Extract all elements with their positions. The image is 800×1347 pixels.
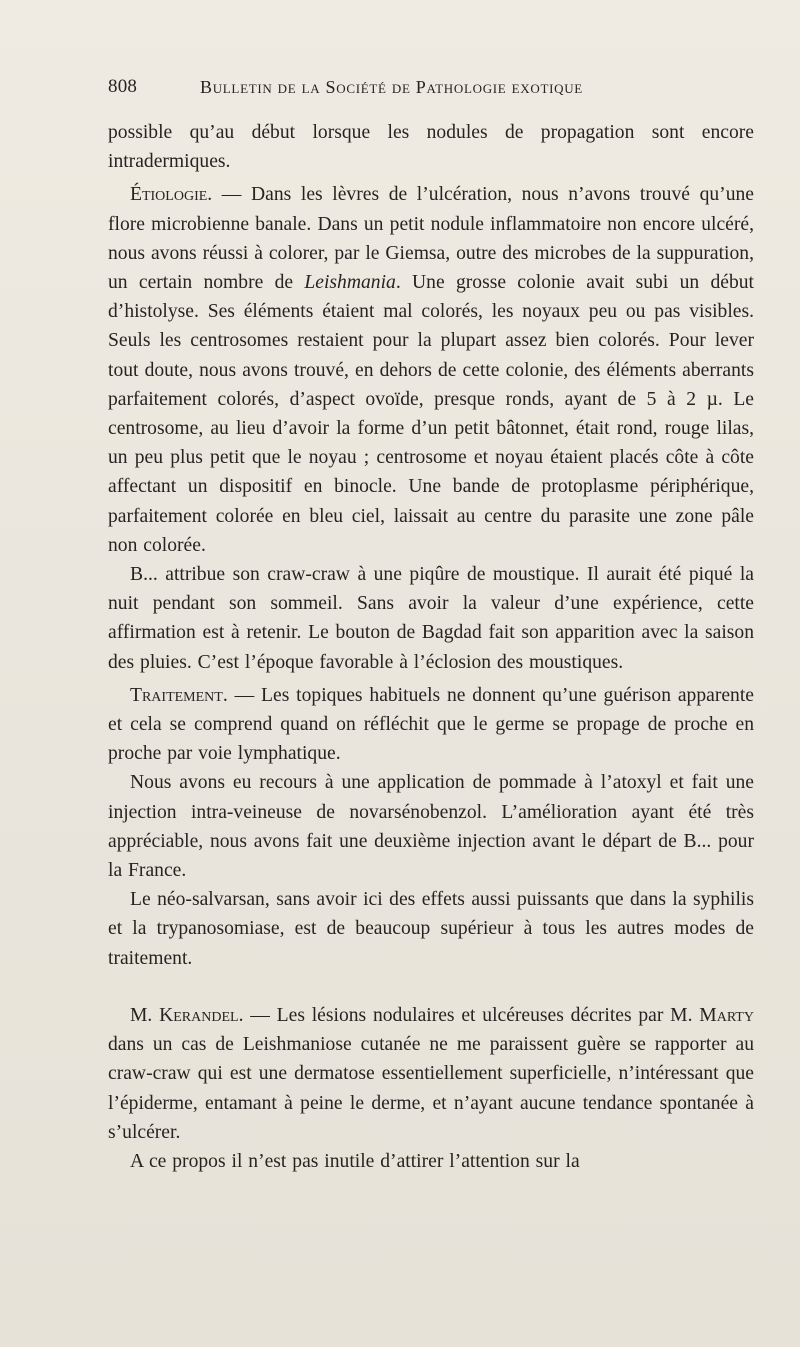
author-name-marty: Marty — [699, 1004, 754, 1026]
paragraph-text: . Une grosse colonie avait subi un début d’histolyse. Ses éléments étaient mal colorés, les noyaux peu ou pas visibles. Seuls les centrosomes restaient pour la plupart assez bien colorés. Pour lever tout doute, nous avons trouvé, en dehors de cette colonie, des éléments aberrants parfaitement colorés, d’aspect ovoïde, presque ronds, ayant de 5 à 2 µ. Le centrosome, au lieu d’avoir la forme d’un petit bâtonnet, était rond, rouge lilas, un peu plus petit que le noyau ; centrosome et noyau étaient placés côte à côte affectant un dispositif en binocle. Une bande de protoplasme périphérique, parfaitement colorée en bleu ciel, laissait au centre du parasite une zone pâle non colorée. — [108, 272, 754, 556]
paragraph-text: Nous avons eu recours à une application de pommade à l’atoxyl et fait une injection intra-veineuse de novarsénobenzol. L’amélioration ayant été très appréciable, nous avons fait une deuxième injection avant le départ de B... pour la France. — [108, 772, 754, 882]
author-name-kerandel: Kerandel — [159, 1004, 239, 1026]
paragraph-text: M. — [130, 1004, 160, 1026]
page-number: 808 — [108, 76, 138, 97]
italic-term-leishmania: Leishmania — [304, 272, 396, 294]
paragraph-text: dans un cas de Leishmaniose cutanée ne me paraissent guère se rapporter au craw-craw qui est une dermatose essentiellement superficielle, n’intéressant que l’épiderme, entamant à peine le derme, et n’ayant aucune tendance spontanée à s’ulcérer. — [108, 1034, 754, 1143]
page-header — [108, 76, 754, 102]
running-title: Bulletin de la Société de Pathologie exotique — [200, 77, 583, 97]
paragraph-text: possible qu’au début lorsque les nodules de propagation sont encore intradermiques. — [108, 122, 754, 173]
paragraph-text: B... attribue son craw-craw à une piqûre de moustique. Il aurait été piqué la nuit pendant son sommeil. Sans avoir la valeur d’une expérience, cette affirmation est à retenir. Le bouton de Bagdad fait son apparition avec la saison des pluies. C’est l’époque favorable à l’éclosion des moustiques. — [108, 564, 754, 673]
paragraph-neo-salvarsan — [108, 885, 754, 973]
paragraph-recours — [108, 768, 754, 885]
paragraph-text: — Les topiques habituels ne donnent qu’une guérison apparente et cela se comprend quand on réfléchit que le germe se propage de proche en proche par voie lymphatique. — [108, 684, 754, 765]
paragraph-traitement — [108, 681, 754, 769]
paragraph-text: A ce propos il n’est pas inutile d’attirer l’attention sur la — [130, 1150, 580, 1172]
paragraph-kerandel — [108, 1001, 754, 1147]
paragraph-text: . — Les lésions nodulaires et ulcéreuses décrites par M. — [238, 1004, 700, 1026]
section-heading-traitement: Traitement. — [130, 684, 228, 706]
paragraph-text: Le néo-salvarsan, sans avoir ici des effets aussi puissants que dans la syphilis et la trypanosomiase, est de beaucoup supérieur à tous les autres modes de traitement. — [108, 889, 754, 969]
paragraph-text: — Dans les lèvres de l’ulcération, nous n’avons trouvé qu’une flore microbienne banale. Dans un petit nodule inflammatoire non encore ulcéré, nous avons réussi à colorer, par le Giemsa, outre des microbes de la suppuration, un certain nombre de — [108, 184, 754, 294]
paragraph-continuation — [108, 118, 754, 176]
paragraph-moustique — [108, 560, 754, 677]
paragraph-last — [108, 1147, 754, 1176]
section-heading-etiologie: Étiologie. — [130, 184, 213, 206]
section-gap — [108, 973, 754, 1001]
body-text — [108, 118, 754, 1176]
paragraph-etiologie — [108, 180, 754, 560]
